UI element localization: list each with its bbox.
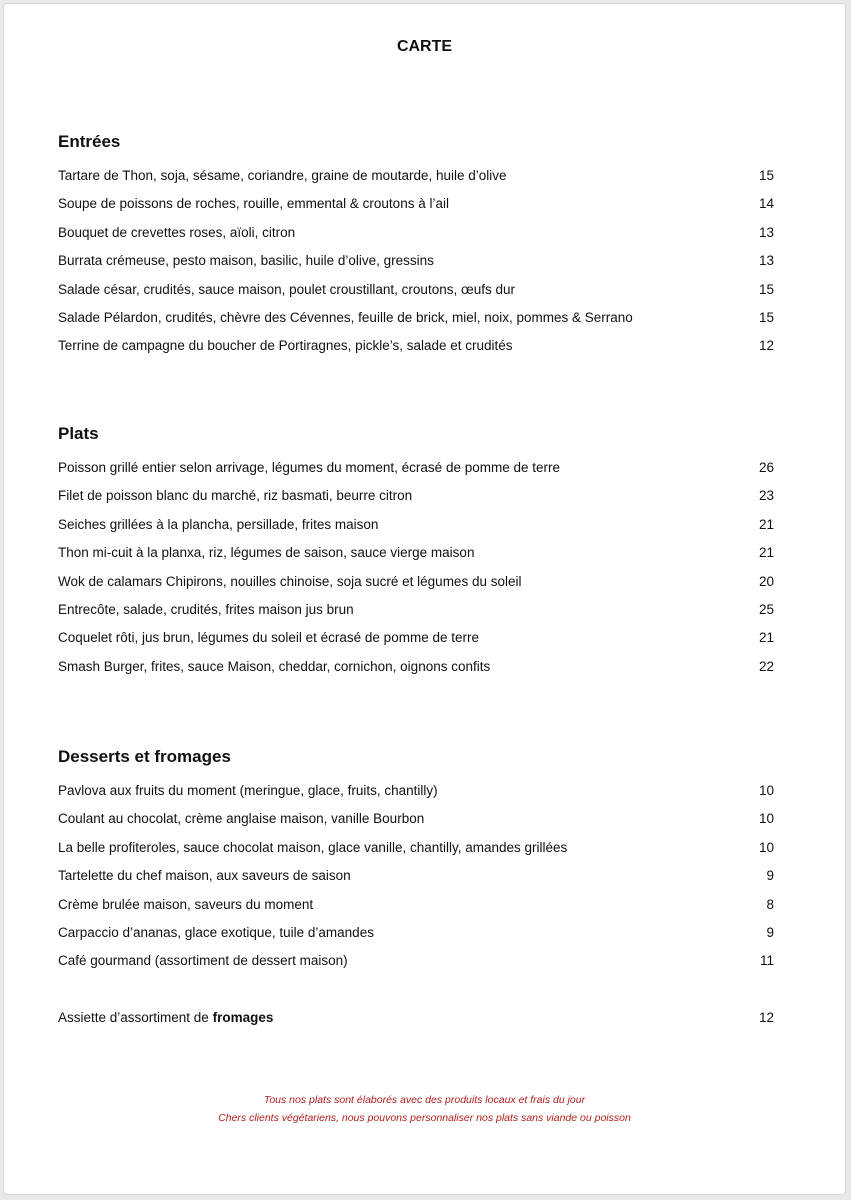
item-name: Crème brulée maison, saveurs du moment (58, 896, 314, 912)
menu-item (58, 194, 774, 222)
item-price: 13 (758, 224, 774, 240)
menu-item (58, 628, 774, 656)
menu-item (58, 280, 774, 308)
item-name: Seiches grillées à la plancha, persillade, frites maison (58, 516, 379, 532)
item-name: Smash Burger, frites, sauce Maison, cheddar, cornichon, oignons confits (58, 658, 491, 674)
entrees-section (58, 132, 774, 365)
item-name: Tartelette du chef maison, aux saveurs de saison (58, 868, 351, 884)
item-name: Salade césar, crudités, sauce maison, poulet croustillant, croutons, œufs dur (58, 281, 515, 297)
item-name: La belle profiteroles, sauce chocolat maison, glace vanille, chantilly, amandes grillées (58, 839, 568, 855)
item-name: Burrata crémeuse, pesto maison, basilic, huile d’olive, gressins (58, 253, 434, 269)
menu-item (58, 951, 774, 979)
menu-item (58, 781, 774, 809)
menu-item (58, 809, 774, 837)
cheese-item-bold: fromages (212, 1010, 274, 1025)
menu-item (58, 223, 774, 251)
item-name: Soupe de poissons de roches, rouille, emmental & croutons à l’ail (58, 196, 449, 212)
entrees-list (58, 166, 774, 365)
item-price: 23 (758, 488, 774, 504)
page-title: CARTE (396, 38, 453, 55)
item-name: Café gourmand (assortiment de dessert maison) (58, 953, 348, 969)
item-price: 9 (766, 924, 774, 940)
cheese-item-prefix: Assiette d’assortiment de (58, 1010, 213, 1025)
footnote-vegetarian: Chers clients végétariens, nous pouvons personnaliser nos plats sans viande ou poisson (218, 1112, 631, 1124)
item-name: Filet de poisson blanc du marché, riz basmati, beurre citron (58, 488, 413, 504)
item-price: 15 (758, 281, 774, 297)
item-price: 11 (759, 953, 774, 969)
item-name: Thon mi-cuit à la planxa, riz, légumes de saison, sauce vierge maison (58, 545, 475, 561)
footnotes (4, 1091, 845, 1127)
menu-item (58, 866, 774, 894)
menu-item (58, 895, 774, 923)
item-name: Bouquet de crevettes roses, aïoli, citron (58, 224, 296, 240)
menu-item (58, 515, 774, 543)
menu-item (58, 543, 774, 571)
menu-item (58, 251, 774, 279)
item-price: 21 (758, 516, 774, 532)
menu-item (58, 336, 774, 364)
item-name: Carpaccio d’ananas, glace exotique, tuile d’amandes (58, 924, 374, 940)
item-price: 8 (766, 896, 774, 912)
menu-item (58, 308, 774, 336)
item-name: Salade Pélardon, crudités, chèvre des Cévennes, feuille de brick, miel, noix, pommes & Serrano (58, 309, 633, 325)
item-name: Pavlova aux fruits du moment (meringue, glace, fruits, chantilly) (58, 783, 438, 798)
item-name: Tartare de Thon, soja, sésame, coriandre, graine de moutarde, huile d’olive (58, 168, 507, 183)
item-price: 25 (758, 601, 774, 617)
item-price: 26 (758, 460, 774, 475)
item-name: Wok de calamars Chipirons, nouilles chinoise, soja sucré et légumes du soleil (58, 573, 522, 589)
menu-item (58, 572, 774, 600)
item-price: 13 (758, 253, 774, 269)
item-name: Poisson grillé entier selon arrivage, légumes du moment, écrasé de pomme de terre (58, 460, 560, 475)
menu-item (58, 486, 774, 514)
desserts-list (58, 781, 774, 980)
section-heading: Entrées (58, 132, 121, 151)
plats-section (58, 424, 774, 685)
item-price: 10 (758, 811, 774, 827)
item-price: 12 (758, 338, 774, 354)
item-price: 21 (758, 545, 774, 561)
item-name: Terrine de campagne du boucher de Portiragnes, pickle’s, salade et crudités (58, 338, 513, 354)
item-price: 22 (758, 658, 774, 674)
section-heading: Plats (58, 424, 99, 443)
item-price: 10 (758, 839, 774, 855)
item-price: 12 (758, 1010, 774, 1025)
item-price: 15 (758, 168, 774, 183)
item-price: 10 (758, 783, 774, 798)
item-name: Coquelet rôti, jus brun, légumes du soleil et écrasé de pomme de terre (58, 630, 479, 646)
item-name: Coulant au chocolat, crème anglaise maison, vanille Bourbon (58, 811, 425, 827)
item-price: 9 (766, 868, 774, 884)
menu-page (3, 3, 846, 1195)
menu-item (58, 923, 774, 951)
footnote-local-products: Tous nos plats sont élaborés avec des produits locaux et frais du jour (263, 1094, 586, 1106)
section-heading: Desserts et fromages (58, 747, 231, 766)
menu-item (58, 166, 774, 194)
item-name: Entrecôte, salade, crudités, frites maison jus brun (58, 601, 354, 617)
item-price: 21 (758, 630, 774, 646)
menu-item (58, 600, 774, 628)
item-price: 14 (758, 196, 774, 212)
item-price: 15 (758, 309, 774, 325)
cheese-item-name (58, 1008, 273, 1028)
desserts-section (58, 747, 774, 980)
menu-item (58, 657, 774, 685)
item-price: 20 (758, 573, 774, 589)
menu-item (58, 838, 774, 866)
plats-list (58, 458, 774, 685)
menu-item (58, 458, 774, 486)
